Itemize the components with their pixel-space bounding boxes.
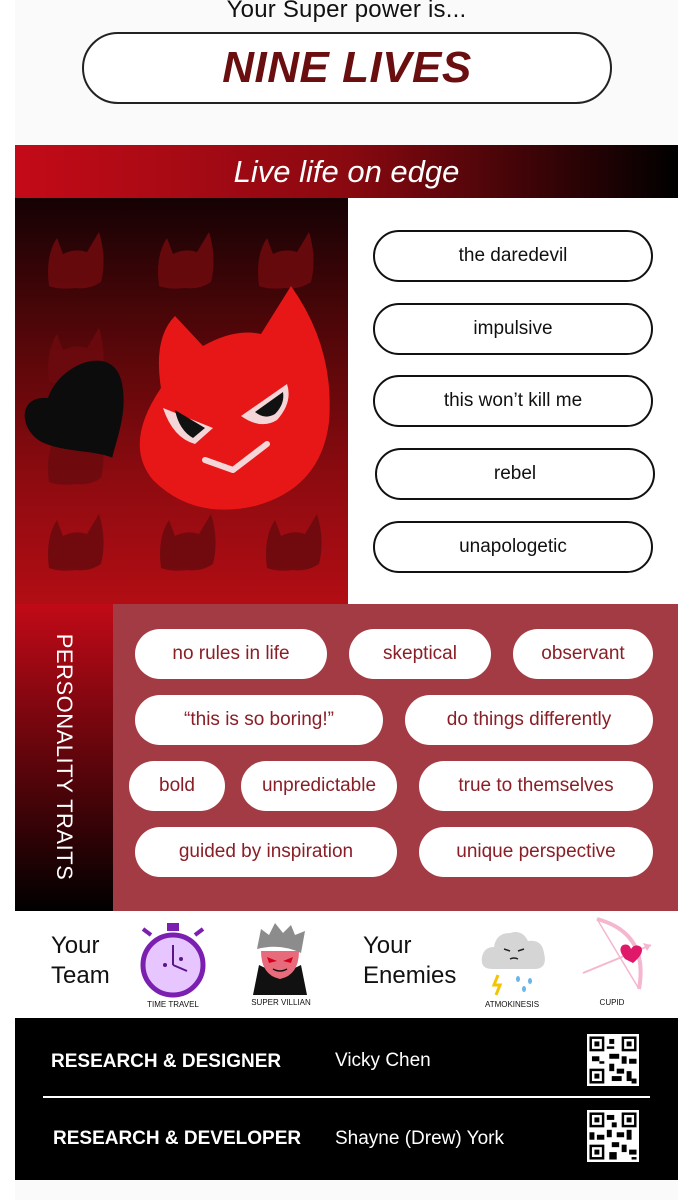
credit-role: RESEARCH & DESIGNER bbox=[51, 1051, 282, 1072]
devil-cat-illustration bbox=[15, 198, 348, 604]
credit-name: Shayne (Drew) York bbox=[335, 1128, 504, 1149]
trait-chip: unique perspective bbox=[419, 827, 653, 877]
trait-chip: bold bbox=[129, 761, 225, 811]
enemies-heading: Your Enemies bbox=[363, 932, 457, 989]
trait-chip: observant bbox=[513, 629, 653, 679]
superpower-name: NINE LIVES bbox=[222, 43, 472, 92]
superpower-label: Your Super power is... bbox=[226, 0, 467, 23]
traits-list bbox=[348, 198, 678, 604]
credit-role: RESEARCH & DEVELOPER bbox=[53, 1128, 302, 1149]
trait-chip: true to themselves bbox=[419, 761, 653, 811]
team-caption: SUPER VILLIAN bbox=[251, 998, 311, 1007]
stopwatch-icon bbox=[137, 921, 209, 999]
trait-pill: impulsive bbox=[373, 303, 653, 355]
personality-traits-section bbox=[15, 604, 678, 911]
credits-section bbox=[15, 1018, 678, 1180]
trait-chip: skeptical bbox=[349, 629, 491, 679]
villain-icon bbox=[247, 921, 313, 997]
enemy-caption: ATMOKINESIS bbox=[484, 1000, 540, 1009]
trait-pill: unapologetic bbox=[373, 521, 653, 573]
trait-pill: the daredevil bbox=[373, 230, 653, 282]
tagline-banner bbox=[15, 145, 678, 198]
cupid-bow-icon bbox=[575, 913, 659, 997]
team-caption: TIME TRAVEL bbox=[147, 1000, 199, 1009]
trait-chip: do things differently bbox=[405, 695, 653, 745]
trait-chip: no rules in life bbox=[135, 629, 327, 679]
tagline-text: Live life on edge bbox=[233, 153, 460, 189]
superpower-pill bbox=[82, 32, 612, 104]
credits-divider bbox=[43, 1096, 650, 1098]
enemy-caption: CUPID bbox=[599, 998, 625, 1007]
trait-chip: “this is so boring!” bbox=[135, 695, 383, 745]
trait-chip: unpredictable bbox=[241, 761, 397, 811]
trait-pill: this won’t kill me bbox=[373, 375, 653, 427]
qr-code-icon[interactable] bbox=[587, 1110, 639, 1162]
storm-cloud-icon bbox=[478, 921, 550, 999]
trait-pill: rebel bbox=[375, 448, 655, 500]
personality-label-bar bbox=[15, 604, 113, 911]
personality-label: PERSONALITY TRAITS bbox=[52, 633, 77, 881]
trait-chip: guided by inspiration bbox=[135, 827, 397, 877]
team-heading: Your Team bbox=[51, 932, 110, 989]
team-enemies-row bbox=[15, 911, 678, 1018]
devil-cat-icon bbox=[15, 198, 348, 604]
credit-name: Vicky Chen bbox=[335, 1050, 431, 1071]
qr-code-icon[interactable] bbox=[587, 1034, 639, 1086]
devil-cat-body bbox=[140, 286, 330, 510]
